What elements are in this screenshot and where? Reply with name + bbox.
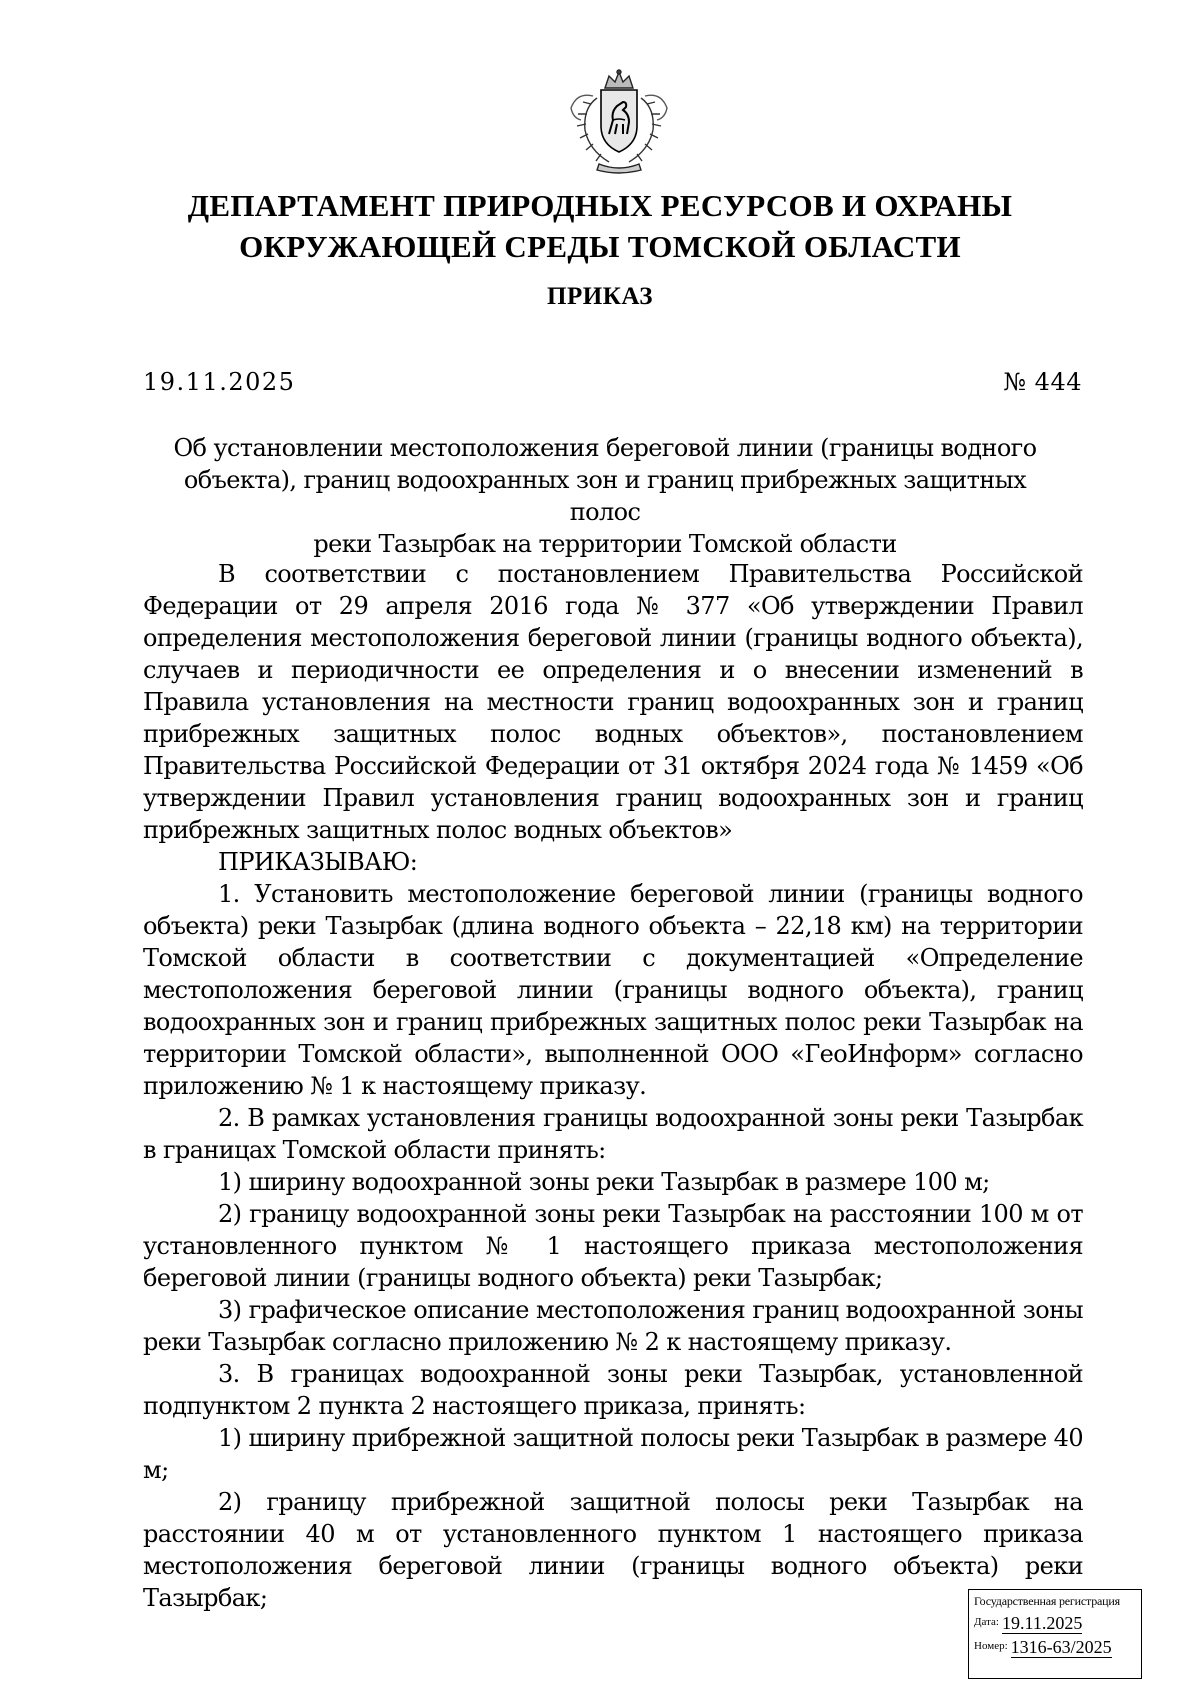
registration-date-label: Дата: <box>974 1616 999 1628</box>
department-name-line2: ОКРУЖАЮЩЕЙ СРЕДЫ ТОМСКОЙ ОБЛАСТИ <box>239 229 961 264</box>
registration-number-label: Номер: <box>974 1640 1008 1652</box>
document-subject <box>155 432 1055 560</box>
document-type-title: ПРИКАЗ <box>547 283 653 310</box>
item-2-3-paragraph: 3) графическое описание местоположения границ водоохранной зоны реки Тазырбак согласно приложению № 2 к настоящему приказу. <box>143 1296 1083 1356</box>
item-3-1-paragraph: 1) ширину прибрежной защитной полосы реки Тазырбак в размере 40 м; <box>143 1424 1083 1484</box>
department-name-line1: ДЕПАРТАМЕНТ ПРИРОДНЫХ РЕСУРСОВ И ОХРАНЫ <box>187 188 1013 223</box>
registration-stamp-title: Государственная регистрация <box>974 1594 1120 1608</box>
subject-line2: объекта), границ водоохранных зон и границ прибрежных защитных полос <box>183 466 1027 526</box>
document-date: 19.11.2025 <box>143 368 296 396</box>
registration-number-row <box>974 1634 1136 1658</box>
item-2-2-paragraph: 2) границу водоохранной зоны реки Тазырбак на расстоянии 100 м от установленного пунктом № 1 настоящего приказа местоположения береговой линии (границы водного объекта) реки Тазырбак; <box>143 1200 1083 1292</box>
document-number: № 444 <box>1003 368 1082 396</box>
item-2-paragraph: 2. В рамках установления границы водоохранной зоны реки Тазырбак в границах Томской области принять: <box>143 1104 1083 1164</box>
subject-line3: реки Тазырбак на территории Томской области <box>313 530 897 558</box>
document-body <box>143 558 1083 1614</box>
tomsk-coat-of-arms-icon <box>563 68 675 176</box>
item-1-paragraph: 1. Установить местоположение береговой линии (границы водного объекта) реки Тазырбак (длина водного объекта – 22,18 км) на территории Томской области в соответствии с документацией «Определение местоположения береговой линии (границы водного объекта), границ водоохранных зон и границ прибрежных защитных полос реки Тазырбак на территории Томской области», выполненной ООО «ГеоИнформ» согласно приложению № 1 к настоящему приказу. <box>143 880 1083 1100</box>
registration-number-value: 1316-63/2025 <box>1010 1637 1112 1657</box>
preamble-paragraph: В соответствии с постановлением Правительства Российской Федерации от 29 апреля 2016 года № 377 «Об утверждении Правил определения местоположения береговой линии (границы водного объекта), случаев и периодичности ее определения и о внесении изменений в Правила установления на местности границ водоохранных зон и границ прибрежных защитных полос водных объектов», постановлением Правительства Российской Федерации от 31 октября 2024 года № 1459 «Об утверждении Правил установления границ водоохранных зон и границ прибрежных защитных полос водных объектов» <box>143 560 1083 844</box>
registration-stamp <box>968 1589 1142 1679</box>
item-3-paragraph: 3. В границах водоохранной зоны реки Тазырбак, установленной подпунктом 2 пункта 2 настоящего приказа, принять: <box>143 1360 1083 1420</box>
department-name <box>140 185 1060 267</box>
registration-date-value: 19.11.2025 <box>1001 1613 1083 1633</box>
item-2-1-paragraph: 1) ширину водоохранной зоны реки Тазырбак в размере 100 м; <box>218 1168 990 1196</box>
item-3-2-paragraph: 2) границу прибрежной защитной полосы реки Тазырбак на расстоянии 40 м от установленного пунктом 1 настоящего приказа местоположения береговой линии (границы водного объекта) реки Тазырбак; <box>143 1488 1083 1612</box>
registration-date-row <box>974 1610 1136 1634</box>
subject-line1: Об установлении местоположения береговой линии (границы водного <box>173 434 1037 462</box>
order-word: ПРИКАЗЫВАЮ: <box>218 848 418 876</box>
